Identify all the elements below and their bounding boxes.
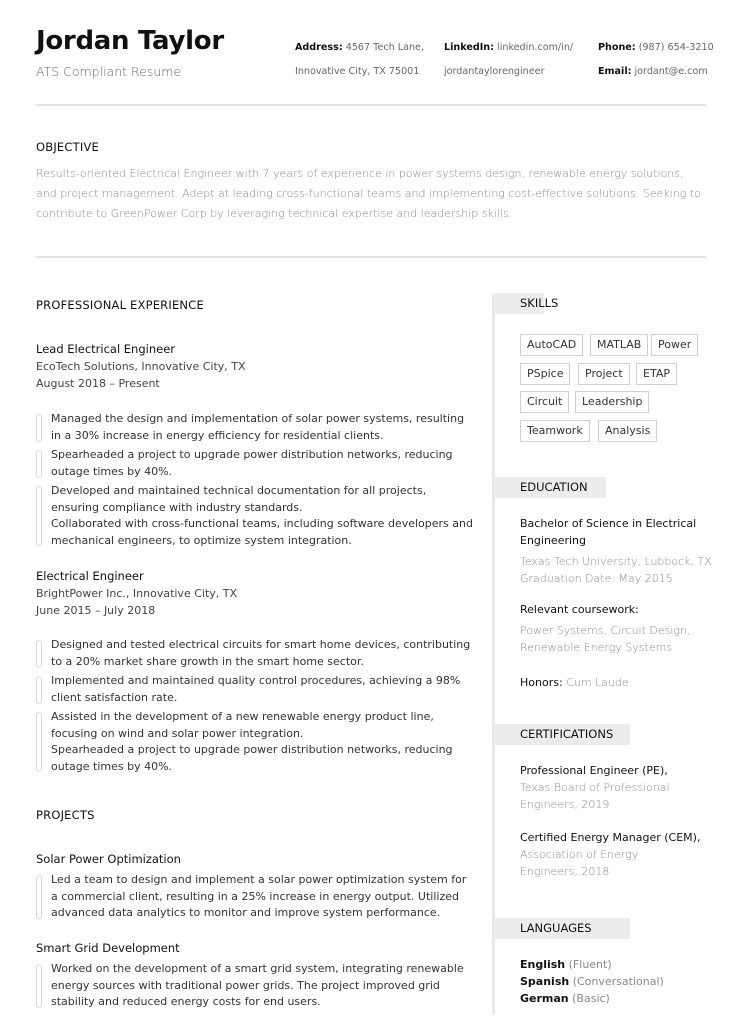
- resume-header: [36, 24, 714, 94]
- address-line1: [295, 42, 424, 53]
- skill-chip: Teamwork: [520, 420, 590, 442]
- bullet-text: Spearheaded a project to upgrade power distribution networks, reducing outage times by 40%.: [51, 743, 453, 773]
- bullet-marker: [36, 414, 42, 442]
- degree: Bachelor of Science in Electrical Engineering: [520, 517, 697, 547]
- bullet-text: Designed and tested electrical circuits for smart home devices, contributing to a 20% market share growth in the smart home sector.: [51, 638, 471, 668]
- job-title: Lead Electrical Engineer: [36, 342, 176, 356]
- address-value: 4567 Tech Lane,: [345, 42, 424, 53]
- project-text: Led a team to design and implement a solar power optimization system for a commercial client, resulting in a 25% increase in energy output. Utilized advanced data analytics to monitor and improve system performance.: [51, 873, 467, 919]
- skill-chip: Circuit: [520, 391, 569, 413]
- project-entry-1: [36, 851, 476, 922]
- job-entry-2: [36, 568, 476, 619]
- education-title: EDUCATION: [494, 477, 606, 498]
- phone-value: (987) 654-3210: [638, 42, 714, 53]
- phone-label: Phone:: [598, 42, 636, 53]
- job-dates: August 2018 – Present: [36, 377, 160, 390]
- skill-chip: PSpice: [520, 363, 570, 385]
- coursework-label: Relevant coursework:: [520, 603, 639, 616]
- languages-block: [520, 956, 720, 1007]
- bullet-marker: [36, 875, 42, 919]
- skill-chip: ETAP: [636, 363, 677, 385]
- experience-title: PROFESSIONAL EXPERIENCE: [36, 298, 204, 312]
- language-item: [520, 973, 720, 990]
- languages-title: LANGUAGES: [494, 918, 630, 939]
- projects-title: PROJECTS: [36, 808, 95, 822]
- bullet-marker: [36, 676, 42, 704]
- school: Texas Tech University, Lubbock, TX: [520, 555, 712, 568]
- honors-value: Cum Laude: [566, 676, 629, 689]
- email-value[interactable]: jordant@e.com: [634, 66, 708, 77]
- resume-subtitle: ATS Compliant Resume: [36, 64, 182, 79]
- project-title: Solar Power Optimization: [36, 852, 181, 866]
- skill-chip: AutoCAD: [520, 334, 583, 356]
- objective-divider: [36, 256, 706, 258]
- project-description: [36, 961, 476, 1011]
- education-block: [520, 515, 720, 691]
- bullet-text: Spearheaded a project to upgrade power distribution networks, reducing outage times by 40%.: [51, 448, 453, 478]
- linkedin-label: LinkedIn:: [444, 42, 494, 53]
- bullet-item: [36, 673, 476, 706]
- cert-issuer: Association of Energy Engineers, 2018: [520, 848, 639, 878]
- bullet-item: [36, 483, 476, 516]
- email-line: [598, 66, 708, 77]
- skill-chip: Analysis: [598, 420, 657, 442]
- language-level: (Fluent): [568, 958, 612, 971]
- address-label: Address:: [295, 42, 343, 53]
- bullet-marker: [36, 450, 42, 478]
- bullet-text: Implemented and maintained quality control procedures, achieving a 98% client satisfaction rate.: [51, 674, 461, 704]
- job-1-bullets: [36, 411, 476, 549]
- skill-chip: MATLAB: [590, 334, 648, 356]
- language-name: German: [520, 992, 569, 1005]
- project-description: [36, 872, 476, 922]
- bullet-text: Developed and maintained technical documentation for all projects, ensuring compliance with industry standards.: [51, 484, 427, 514]
- job-2-bullets: [36, 637, 476, 775]
- bullet-item: [36, 516, 476, 549]
- coursework: Power Systems, Circuit Design, Renewable Energy Systems: [520, 624, 691, 654]
- project-text: Worked on the development of a smart grid system, integrating renewable energy sources with traditional power grids. The project improved grid stability and reduced energy costs for end users.: [51, 962, 464, 1008]
- cert-name: Professional Engineer (PE),: [520, 764, 668, 777]
- job-company: BrightPower Inc., Innovative City, TX: [36, 587, 238, 600]
- email-label: Email:: [598, 66, 632, 77]
- graduation-date: Graduation Date: May 2015: [520, 572, 673, 585]
- bullet-text: Managed the design and implementation of solar power systems, resulting in a 30% increase in energy efficiency for residential clients.: [51, 412, 465, 442]
- bullet-item: [36, 709, 476, 742]
- language-name: English: [520, 958, 566, 971]
- job-entry-1: [36, 341, 476, 392]
- bullet-item: [36, 637, 476, 670]
- bullet-text: Collaborated with cross-functional teams, including software developers and mechanical engineers, to optimize system integration.: [51, 517, 473, 547]
- linkedin-link[interactable]: linkedin.com/in/: [497, 42, 574, 53]
- phone-line: [598, 42, 714, 53]
- linkedin-line2[interactable]: jordantaylorengineer: [444, 66, 545, 77]
- bullet-marker: [36, 640, 42, 668]
- sidebar-divider: [492, 294, 495, 1014]
- objective-text: Results-oriented Electrical Engineer with 7 years of experience in power systems design, renewable energy solutions, and project management. Adept at leading cross-functional teams and implementing cost-effective solutions. Seeking to contribute to GreenPower Corp by leveraging technical expertise and leadership skills.: [36, 167, 701, 220]
- bullet-item: [36, 411, 476, 444]
- linkedin-line1: [444, 42, 573, 53]
- job-company: EcoTech Solutions, Innovative City, TX: [36, 360, 246, 373]
- honors-line: [520, 674, 720, 691]
- header-divider: [36, 104, 706, 106]
- candidate-name: Jordan Taylor: [36, 26, 224, 56]
- bullet-marker: [36, 964, 42, 1008]
- certifications-block: [520, 762, 720, 880]
- language-level: (Conversational): [572, 975, 664, 988]
- job-dates: June 2015 – July 2018: [36, 604, 156, 617]
- bullet-item: [36, 447, 476, 480]
- language-item: [520, 956, 720, 973]
- cert-issuer: Texas Board of Professional Engineers, 2019: [520, 781, 670, 811]
- job-title: Electrical Engineer: [36, 569, 144, 583]
- bullet-text: Assisted in the development of a new renewable energy product line, focusing on wind and solar power integration.: [51, 710, 434, 740]
- language-item: [520, 990, 720, 1007]
- skill-chip: Leadership: [575, 391, 649, 413]
- skill-chip: Power: [651, 334, 698, 356]
- address-line2: Innovative City, TX 75001: [295, 66, 420, 77]
- project-entry-2: [36, 940, 476, 1011]
- skills-title: SKILLS: [494, 293, 544, 314]
- certifications-title: CERTIFICATIONS: [494, 724, 630, 745]
- project-title: Smart Grid Development: [36, 941, 180, 955]
- objective-title: OBJECTIVE: [36, 140, 99, 154]
- bullet-item: [36, 742, 476, 775]
- cert-name: Certified Energy Manager (CEM),: [520, 831, 701, 844]
- skill-chip: Project: [578, 363, 630, 385]
- honors-label: Honors:: [520, 676, 563, 689]
- language-name: Spanish: [520, 975, 570, 988]
- language-level: (Basic): [572, 992, 610, 1005]
